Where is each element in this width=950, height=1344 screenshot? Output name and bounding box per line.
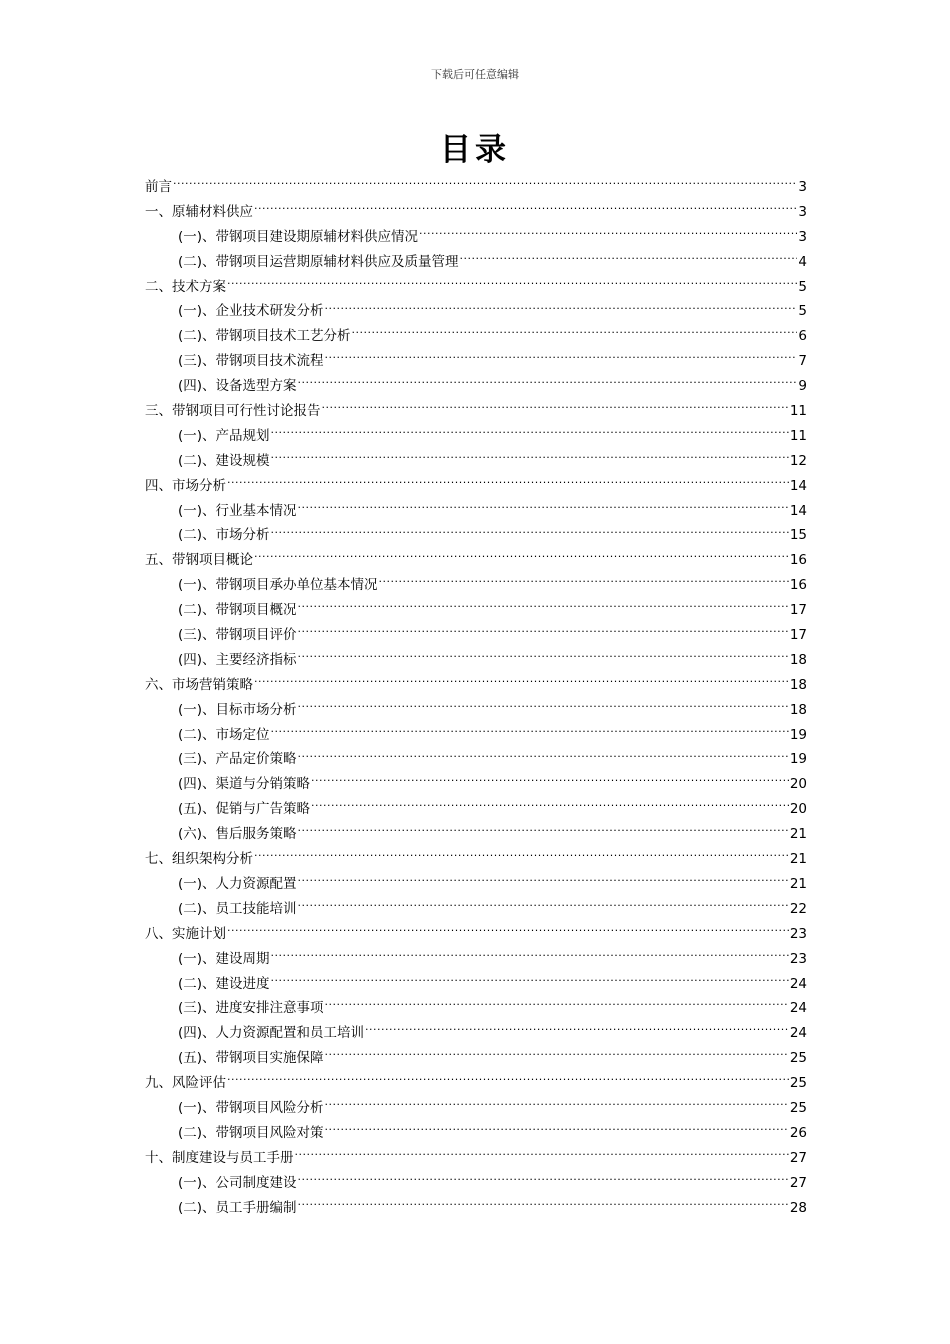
toc-dot-leader — [254, 675, 789, 689]
toc-page-number: 23 — [789, 925, 807, 942]
toc-page-number: 18 — [789, 651, 807, 668]
toc-entry-label: (三)、带钢项目技术流程 — [178, 353, 324, 370]
toc-page-number: 21 — [789, 875, 807, 892]
toc-subentry[interactable] — [145, 623, 807, 648]
toc-subentry[interactable] — [145, 648, 807, 673]
toc-page-number: 19 — [789, 726, 807, 743]
toc-entry[interactable] — [145, 200, 807, 225]
toc-page-number: 17 — [789, 602, 807, 619]
toc-entry-label: (四)、人力资源配置和员工培训 — [178, 1025, 365, 1042]
toc-dot-leader — [227, 277, 797, 291]
toc-page-number: 27 — [789, 1174, 807, 1191]
toc-page-number: 25 — [789, 1075, 807, 1092]
toc-dot-leader — [298, 749, 789, 763]
toc-subentry[interactable] — [145, 1121, 807, 1146]
toc-subentry[interactable] — [145, 797, 807, 822]
toc-page-number: 3 — [798, 179, 807, 195]
toc-dot-leader — [298, 1198, 789, 1212]
toc-entry-label: (一)、公司制度建设 — [178, 1174, 297, 1191]
toc-dot-leader — [298, 600, 789, 614]
toc-dot-leader — [298, 501, 789, 515]
toc-entry[interactable] — [145, 847, 807, 872]
toc-page-number: 15 — [789, 527, 807, 544]
toc-entry-label: (二)、市场定位 — [178, 726, 270, 743]
toc-dot-leader — [325, 998, 789, 1012]
toc-dot-leader — [365, 1023, 789, 1037]
toc-dot-leader — [298, 824, 789, 838]
toc-dot-leader — [325, 1098, 789, 1112]
toc-entry-label: 一、原辅材料供应 — [145, 203, 253, 220]
toc-entry-label: (一)、企业技术研发分析 — [178, 303, 324, 320]
toc-page-number: 24 — [789, 975, 807, 992]
toc-subentry[interactable] — [145, 723, 807, 748]
toc-page-number: 6 — [798, 328, 807, 345]
toc-dot-leader — [271, 974, 789, 988]
toc-dot-leader — [271, 725, 789, 739]
toc-entry-label: 前言 — [145, 179, 172, 195]
toc-entry-label: (二)、市场分析 — [178, 527, 270, 544]
toc-entry-label: (四)、主要经济指标 — [178, 651, 297, 668]
toc-page-number: 12 — [789, 452, 807, 469]
toc-subentry[interactable] — [145, 996, 807, 1021]
toc-entry-label: 九、风险评估 — [145, 1075, 226, 1092]
toc-dot-leader — [271, 451, 789, 465]
toc-dot-leader — [254, 202, 797, 216]
toc-entry[interactable] — [145, 175, 807, 200]
toc-dot-leader — [295, 1148, 789, 1162]
toc-subentry[interactable] — [145, 349, 807, 374]
toc-entry[interactable] — [145, 399, 807, 424]
toc-dot-leader — [325, 1048, 789, 1062]
toc-entry-label: (一)、带钢项目承办单位基本情况 — [178, 577, 378, 594]
toc-entry-label: (一)、带钢项目建设期原辅材料供应情况 — [178, 228, 419, 245]
toc-page-number: 27 — [789, 1149, 807, 1166]
toc-title: 目录 — [440, 132, 510, 168]
toc-entry-label: (二)、建设规模 — [178, 452, 270, 469]
toc-page-number: 7 — [798, 353, 807, 370]
toc-dot-leader — [322, 401, 789, 415]
toc-page-number: 23 — [789, 950, 807, 967]
toc-dot-leader — [311, 799, 789, 813]
toc-dot-leader — [298, 700, 789, 714]
toc-subentry[interactable] — [145, 1196, 807, 1221]
toc-entry-label: (二)、员工技能培训 — [178, 900, 297, 917]
toc-dot-leader — [298, 874, 789, 888]
toc-page-number: 4 — [798, 253, 807, 270]
toc-dot-leader — [460, 252, 798, 266]
toc-entry-label: 六、市场营销策略 — [145, 676, 253, 693]
toc-dot-leader — [325, 351, 798, 365]
toc-entry-label: (二)、带钢项目概况 — [178, 602, 297, 619]
toc-subentry[interactable] — [145, 897, 807, 922]
toc-page-number: 17 — [789, 627, 807, 644]
toc-page-number: 16 — [789, 552, 807, 569]
toc-page-number: 14 — [789, 477, 807, 494]
toc-page-number: 5 — [798, 278, 807, 295]
toc-entry-label: 十、制度建设与员工手册 — [145, 1149, 294, 1166]
toc-dot-leader — [298, 625, 789, 639]
toc-dot-leader — [271, 426, 789, 440]
toc-dot-leader — [298, 376, 798, 390]
toc-subentry[interactable] — [145, 772, 807, 797]
toc-dot-leader — [379, 575, 789, 589]
toc-entry[interactable] — [145, 1071, 807, 1096]
toc-page-number: 25 — [789, 1050, 807, 1067]
toc-dot-leader — [298, 1173, 789, 1187]
toc-entry-label: (一)、人力资源配置 — [178, 875, 297, 892]
toc-dot-leader — [173, 177, 797, 191]
toc-entry-label: 七、组织架构分析 — [145, 851, 253, 868]
toc-entry-label: (五)、促销与广告策略 — [178, 801, 311, 818]
toc-entry-label: 二、技术方案 — [145, 278, 226, 295]
toc-subentry[interactable] — [145, 822, 807, 847]
toc-entry-label: (一)、行业基本情况 — [178, 502, 297, 519]
toc-dot-leader — [325, 301, 798, 315]
toc-page-number: 25 — [789, 1099, 807, 1116]
toc-subentry[interactable] — [145, 424, 807, 449]
toc-subentry[interactable] — [145, 972, 807, 997]
toc-entry-label: 八、实施计划 — [145, 925, 226, 942]
toc-dot-leader — [271, 949, 789, 963]
toc-entry[interactable] — [145, 548, 807, 573]
toc-entry-label: (四)、渠道与分销策略 — [178, 776, 311, 793]
toc-entry[interactable] — [145, 275, 807, 300]
toc-subentry[interactable] — [145, 747, 807, 772]
toc-page-number: 20 — [789, 801, 807, 818]
toc-dot-leader — [227, 1073, 789, 1087]
toc-dot-leader — [271, 525, 789, 539]
toc-dot-leader — [325, 1123, 789, 1137]
toc-page-number: 26 — [789, 1124, 807, 1141]
toc-entry-label: (四)、设备选型方案 — [178, 378, 297, 395]
toc-entry-label: (二)、带钢项目运营期原辅材料供应及质量管理 — [178, 253, 459, 270]
toc-subentry[interactable] — [145, 1171, 807, 1196]
toc-entry-label: (二)、建设进度 — [178, 975, 270, 992]
toc-subentry[interactable] — [145, 598, 807, 623]
toc-subentry[interactable] — [145, 250, 807, 275]
toc-page-number: 3 — [798, 228, 807, 245]
toc-entry-label: (一)、目标市场分析 — [178, 701, 297, 718]
toc-page-number: 21 — [789, 826, 807, 843]
toc-subentry[interactable] — [145, 299, 807, 324]
toc-entry[interactable] — [145, 922, 807, 947]
toc-entry[interactable] — [145, 1146, 807, 1171]
toc-entry-label: (一)、带钢项目风险分析 — [178, 1099, 324, 1116]
toc-subentry[interactable] — [145, 872, 807, 897]
toc-page-number: 28 — [789, 1199, 807, 1216]
toc-page-number: 22 — [789, 900, 807, 917]
toc-entry-label: 五、带钢项目概论 — [145, 552, 253, 569]
toc-subentry[interactable] — [145, 499, 807, 524]
toc-dot-leader — [227, 476, 789, 490]
toc-page-number: 16 — [789, 577, 807, 594]
toc-dot-leader — [298, 899, 789, 913]
toc-entry[interactable] — [145, 673, 807, 698]
toc-subentry[interactable] — [145, 1046, 807, 1071]
toc-page-number: 11 — [789, 403, 807, 420]
toc-page-number: 3 — [798, 203, 807, 220]
toc-page-number: 18 — [789, 676, 807, 693]
toc-entry-label: (三)、进度安排注意事项 — [178, 1000, 324, 1017]
toc-page-number: 24 — [789, 1025, 807, 1042]
page-header: 下载后可任意编辑 — [431, 68, 519, 81]
toc-entry-label: (六)、售后服务策略 — [178, 826, 297, 843]
toc-entry-label: (一)、建设周期 — [178, 950, 270, 967]
toc-page-number: 20 — [789, 776, 807, 793]
toc-dot-leader — [311, 774, 789, 788]
toc-dot-leader — [298, 650, 789, 664]
toc-dot-leader — [352, 326, 798, 340]
toc-entry-label: (三)、产品定价策略 — [178, 751, 297, 768]
toc-entry-label: (五)、带钢项目实施保障 — [178, 1050, 324, 1067]
toc-entry[interactable] — [145, 474, 807, 499]
toc-page-number: 19 — [789, 751, 807, 768]
toc-dot-leader — [419, 227, 797, 241]
toc-entry-label: 四、市场分析 — [145, 477, 226, 494]
toc-entry-label: (三)、带钢项目评价 — [178, 627, 297, 644]
toc-page-number: 11 — [789, 427, 807, 444]
toc-subentry[interactable] — [145, 1096, 807, 1121]
toc-subentry[interactable] — [145, 374, 807, 399]
toc-page-number: 5 — [798, 303, 807, 320]
toc-page-number: 14 — [789, 502, 807, 519]
toc-page-number: 9 — [798, 378, 807, 395]
toc-subentry[interactable] — [145, 698, 807, 723]
toc-subentry[interactable] — [145, 225, 807, 250]
toc-subentry[interactable] — [145, 947, 807, 972]
toc-dot-leader — [254, 550, 789, 564]
toc-entry-label: (一)、产品规划 — [178, 427, 270, 444]
toc-subentry[interactable] — [145, 324, 807, 349]
toc-subentry[interactable] — [145, 1021, 807, 1046]
toc-entry-label: 三、带钢项目可行性讨论报告 — [145, 403, 321, 420]
toc-entry-label: (二)、带钢项目技术工艺分析 — [178, 328, 351, 345]
toc-entry-label: (二)、员工手册编制 — [178, 1199, 297, 1216]
toc-dot-leader — [254, 849, 789, 863]
toc-page-number: 21 — [789, 851, 807, 868]
toc-subentry[interactable] — [145, 573, 807, 598]
table-of-contents — [145, 175, 807, 1220]
toc-subentry[interactable] — [145, 449, 807, 474]
toc-page-number: 18 — [789, 701, 807, 718]
toc-entry-label: (二)、带钢项目风险对策 — [178, 1124, 324, 1141]
toc-page-number: 24 — [789, 1000, 807, 1017]
toc-subentry[interactable] — [145, 523, 807, 548]
toc-dot-leader — [227, 924, 789, 938]
